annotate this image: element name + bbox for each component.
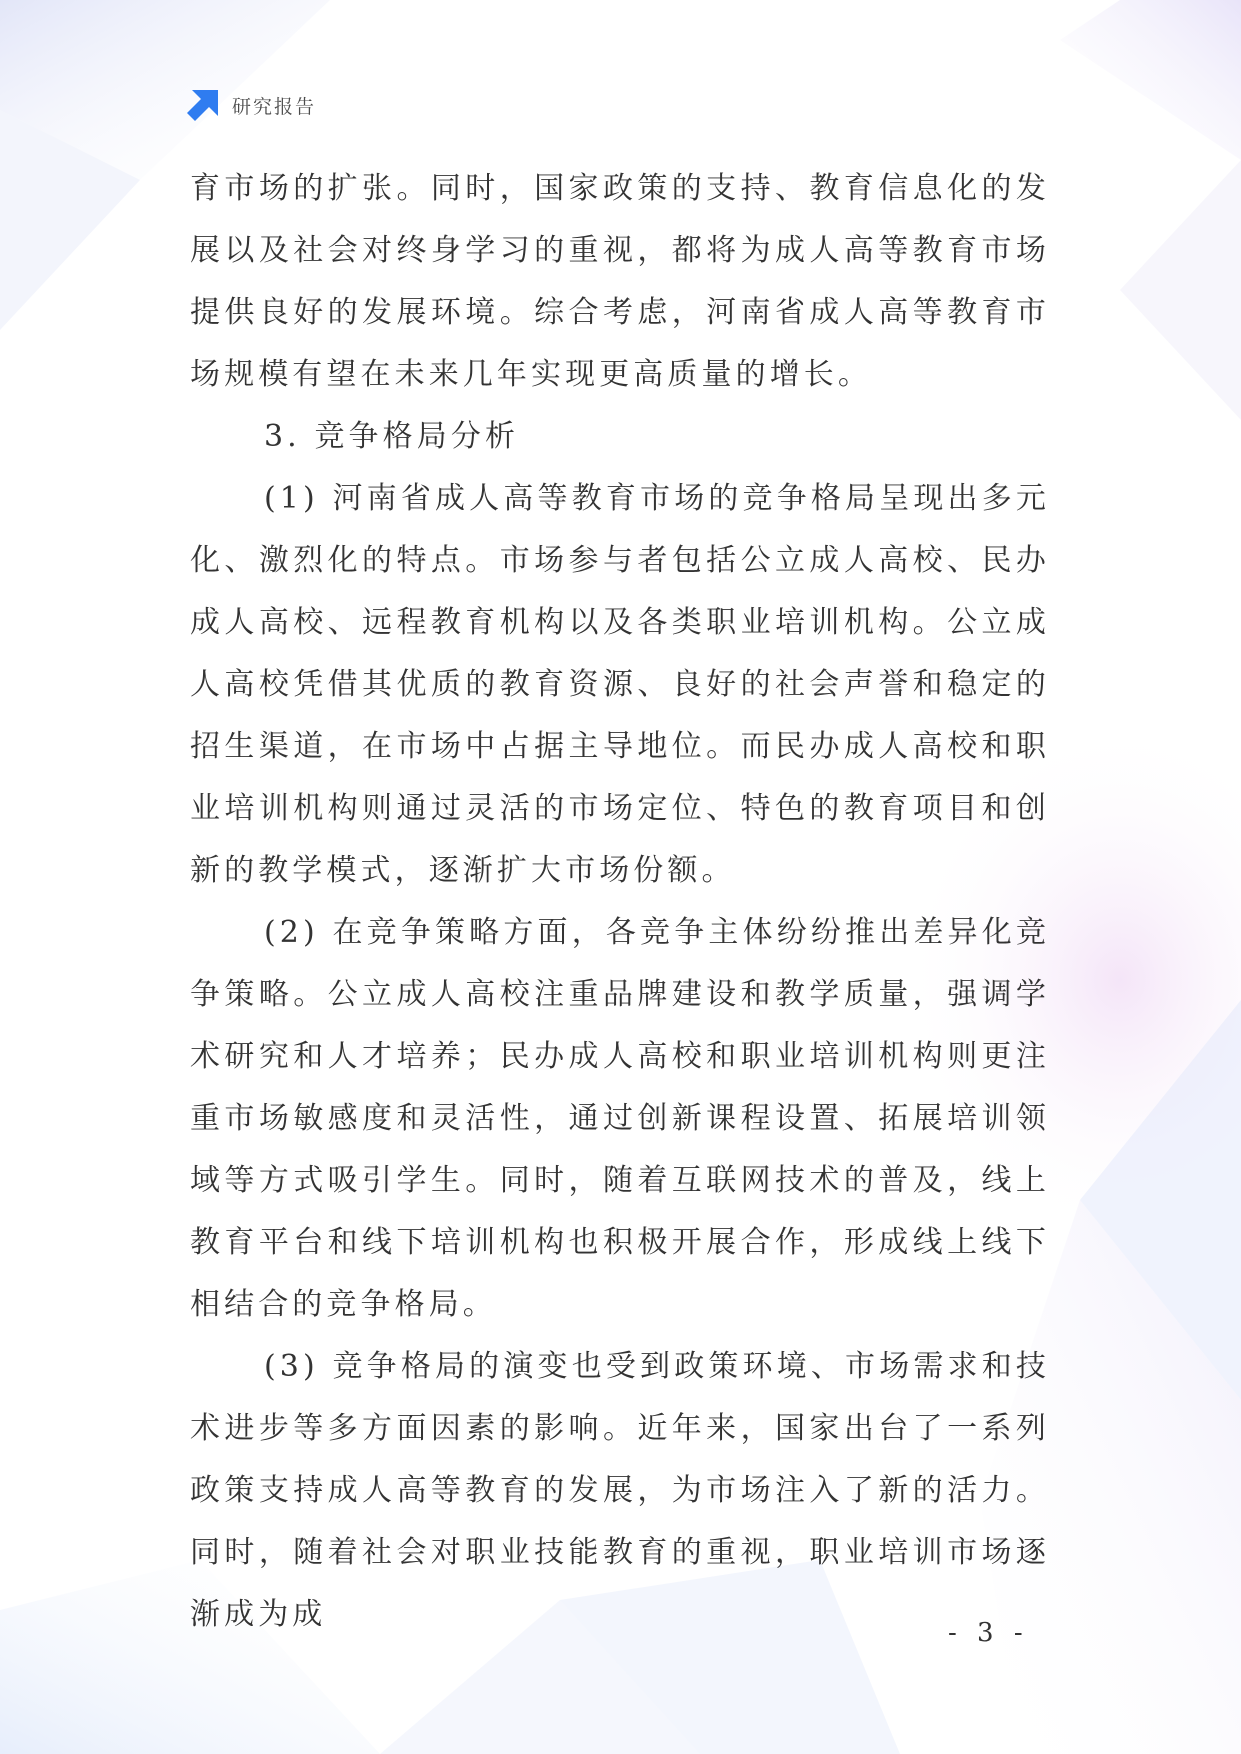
paragraph-competition-2: (2) 在竞争策略方面，各竞争主体纷纷推出差异化竞争策略。公立成人高校注重品牌建设和教学质量，强调学术研究和人才培养；民办成人高校和职业培训机构则更注重市场敏感度和灵活性，通过创新课程设置、拓展培训领域等方式吸引学生。同时，随着互联网技术的普及，线上教育平台和线下培训机构也积极开展合作，形成线上线下相结合的竞争格局。 <box>190 915 1050 1322</box>
paragraph-market-growth: 育市场的扩张。同时，国家政策的支持、教育信息化的发展以及社会对终身学习的重视，都将为成人高等教育市场提供良好的发展环境。综合考虑，河南省成人高等教育市场规模有望在未来几年实现更高质量的增长。 <box>190 171 1050 392</box>
section-heading-competition: 3. 竞争格局分析 <box>264 419 520 454</box>
arrow-up-right-icon <box>186 88 220 122</box>
header-title: 研究报告 <box>232 95 317 118</box>
paragraph-competition-1: (1) 河南省成人高等教育市场的竞争格局呈现出多元化、激烈化的特点。市场参与者包括公立成人高校、民办成人高校、远程教育机构以及各类职业培训机构。公立成人高校凭借其优质的教育资源、良好的社会声誉和稳定的招生渠道，在市场中占据主导地位。而民办成人高校和职业培训机构则通过灵活的市场定位、特色的教育项目和创新的教学模式，逐渐扩大市场份额。 <box>190 481 1050 888</box>
page-number: - 3 - <box>948 1618 1029 1648</box>
document-body <box>190 158 1050 1646</box>
paragraph-competition-3: (3) 竞争格局的演变也受到政策环境、市场需求和技术进步等多方面因素的影响。近年来，国家出台了一系列政策支持成人高等教育的发展，为市场注入了新的活力。同时，随着社会对职业技能教育的重视，职业培训市场逐渐成为成 <box>190 1349 1050 1632</box>
report-header <box>186 88 316 122</box>
